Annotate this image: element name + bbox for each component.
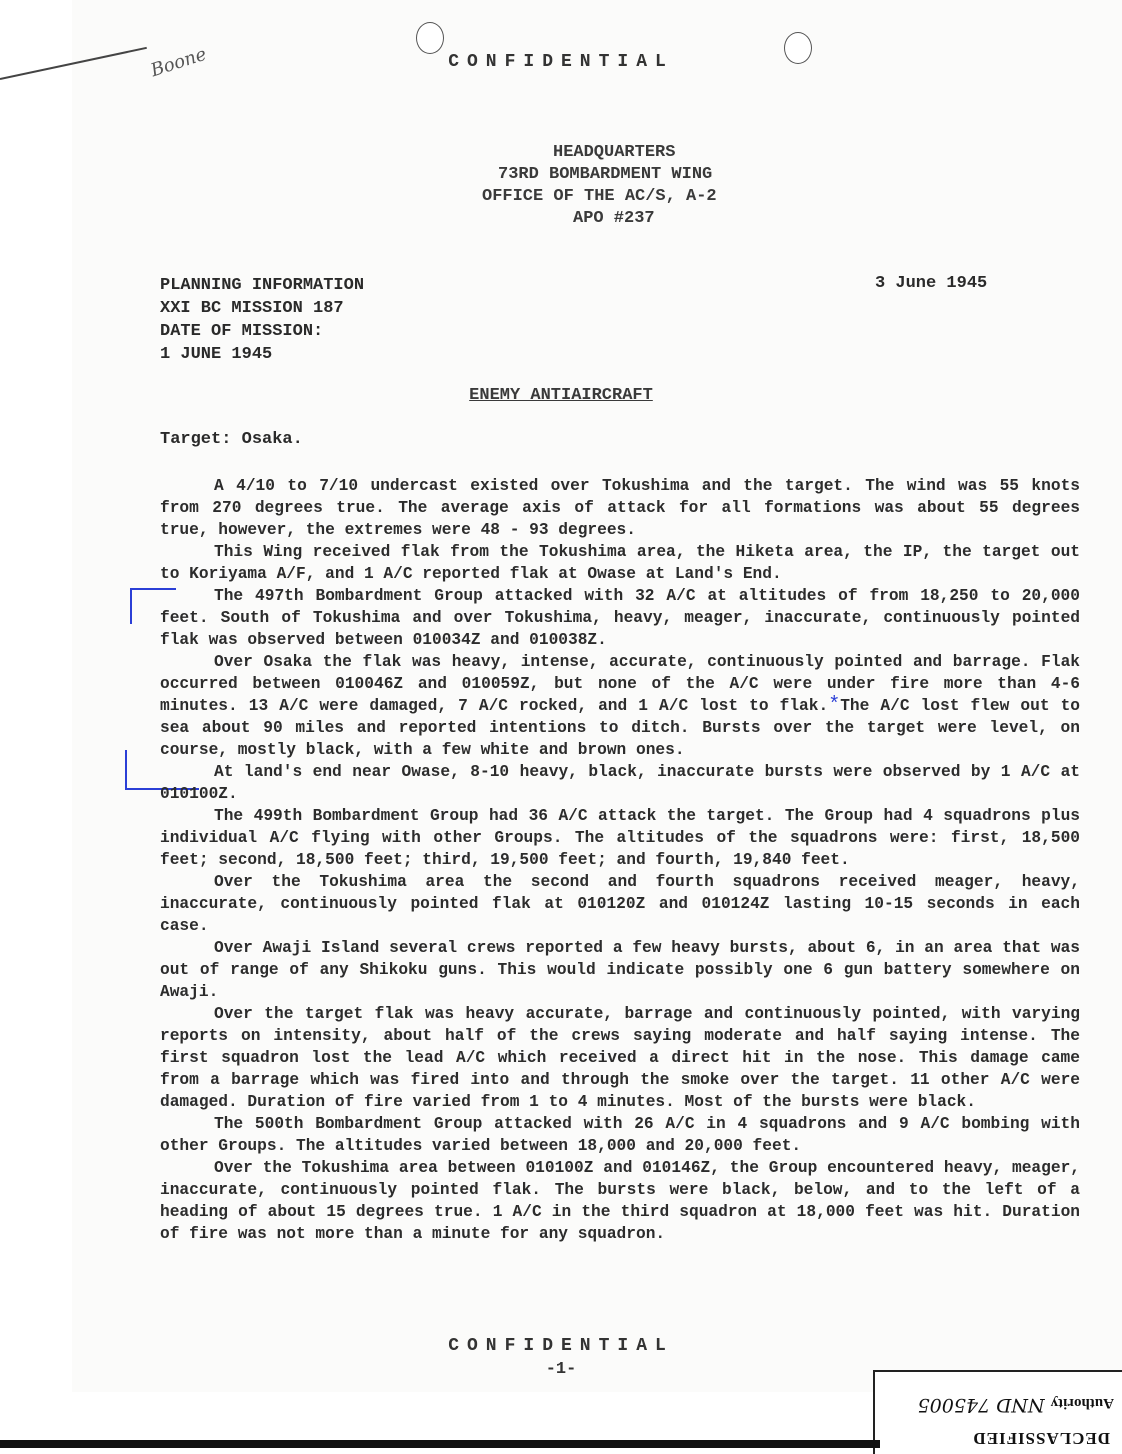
- headquarters-block: [461, 142, 781, 230]
- paragraph-10: The 500th Bombardment Group attacked with 26 A/C in 4 squadrons and 9 A/C bombing with other Groups. The altitudes varied between 18,000 and 20,000 feet.: [160, 1115, 1080, 1155]
- paragraph-3: The 497th Bombardment Group attacked with 32 A/C at altitudes of from 18,250 to 20,000 feet. South of Tokushima and over Tokushima, heavy, meager, inaccurate, continuously pointed flak was observed between 010034Z and 010038Z.: [160, 587, 1080, 649]
- paragraph-5: At land's end near Owase, 8-10 heavy, black, inaccurate bursts were observed by 1 A/C at 010100Z.: [160, 763, 1080, 803]
- scan-edge: [0, 1440, 880, 1448]
- classification-footer: CONFIDENTIAL: [448, 1336, 674, 1356]
- punch-hole-left: [416, 22, 444, 54]
- classification-header: CONFIDENTIAL: [448, 52, 674, 72]
- paragraph-1: A 4/10 to 7/10 undercast existed over Tokushima and the target. The wind was 55 knots from 270 degrees true. The average axis of attack for all formations was about 55 degrees true, however, the extremes were 48 - 93 degrees.: [160, 477, 1080, 539]
- planning-line-3: DATE OF MISSION:: [160, 322, 324, 341]
- authority-line: [918, 1394, 1114, 1416]
- target-line: Target: Osaka.: [160, 430, 303, 449]
- planning-block: [160, 274, 364, 366]
- page-number: -1-: [545, 1360, 577, 1379]
- paragraph-6: The 499th Bombardment Group had 36 A/C attack the target. The Group had 4 squadrons plus individual A/C flying with other Groups. The altitudes of the squadrons were: first, 18,500 feet; second, 18,500 feet; third, 19,500 feet; and fourth, 19,840 feet.: [160, 807, 1080, 869]
- paragraph-7: Over the Tokushima area the second and fourth squadrons received meager, heavy, inaccurate, continuously pointed flak at 010120Z and 010124Z lasting 10-15 seconds in each case.: [160, 873, 1080, 935]
- section-heading: ENEMY ANTIAIRCRAFT: [469, 386, 653, 405]
- asterisk-marker: *: [828, 694, 841, 717]
- paragraph-9: Over the target flak was heavy accurate, barrage and continuously pointed, with varying reports on intensity, about half of the crews saying moderate and half saying intense. The first squadron lost the lead A/C which received a direct hit in the nose. This damage came from a barrage which was fired into and through the smoke over the target. 11 other A/C were damaged. Duration of fire varied from 1 to 4 minutes. Most of the bursts were black.: [160, 1005, 1080, 1111]
- hq-line-4: APO #237: [573, 209, 655, 228]
- paragraph-4: [160, 651, 1080, 761]
- authority-label: Authority: [1050, 1395, 1114, 1411]
- planning-line-2: XXI BC MISSION 187: [160, 299, 344, 318]
- paragraph-11: Over the Tokushima area between 010100Z and 010146Z, the Group encountered heavy, meager, inaccurate, continuously pointed flak. The bursts were black, below, and to the left of a heading of about 15 degrees true. 1 A/C in the third squadron at 18,000 feet was hit. Duration of fire was not more than a minute for any squadron.: [160, 1159, 1080, 1243]
- hq-line-1: HEADQUARTERS: [553, 143, 676, 162]
- document-date: 3 June 1945: [875, 274, 988, 293]
- paragraph-8: Over Awaji Island several crews reported a few heavy bursts, about 6, in an area that was out of range of any Shikoku guns. This would indicate possibly one 6 gun battery somewhere on Awaji.: [160, 939, 1080, 1001]
- handwritten-note: Boone: [148, 43, 210, 82]
- planning-line-4: 1 JUNE 1945: [160, 345, 273, 364]
- authority-value: NND 745005: [917, 1394, 1045, 1416]
- stamp-rotated-content: [875, 1372, 1122, 1454]
- paragraph-2: This Wing received flak from the Tokushima area, the Hiketa area, the IP, the target out to Koriyama A/F, and 1 A/C reported flak at Owase at Land's End.: [160, 543, 1080, 583]
- paragraph-4-part-2: The A/C lost flew out to sea about 90 miles and reported intentions to ditch. Bursts over the target were level, on course, mostly black, with a few white and brown ones.: [160, 697, 1081, 759]
- hq-line-3: OFFICE OF THE AC/S, A-2: [482, 187, 717, 206]
- paragraph-4-part-1: Over Osaka the flak was heavy, intense, accurate, continuously pointed and barrage. Flak occurred between 010046Z and 010059Z, but none of the A/C were under fire more than 4-6 minutes. 13 A/C were damaged, 7 A/C rocked, and 1 A/C lost to flak.: [160, 653, 1080, 715]
- report-body: [160, 475, 1080, 1245]
- declassified-label: DECLASSIFIED: [972, 1429, 1110, 1448]
- planning-line-1: PLANNING INFORMATION: [160, 276, 365, 295]
- hq-line-2: 73RD BOMBARDMENT WING: [498, 165, 713, 184]
- declassification-stamp: [873, 1370, 1122, 1454]
